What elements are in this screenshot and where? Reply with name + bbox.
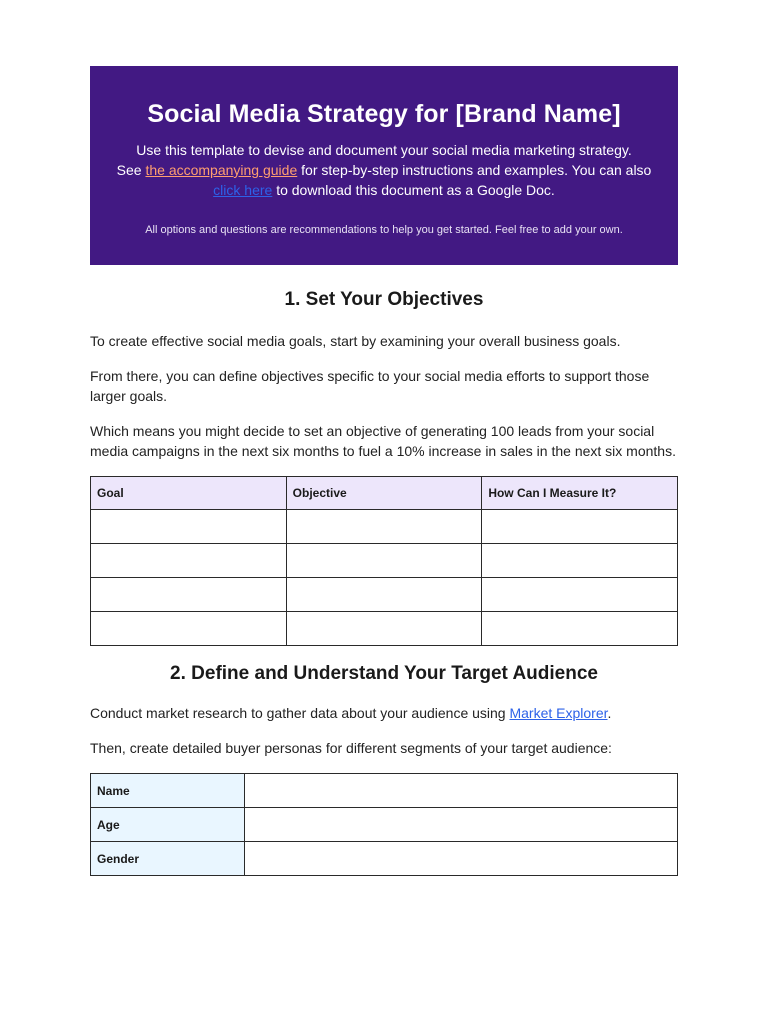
- table-row: [91, 510, 678, 544]
- table-cell[interactable]: [482, 578, 678, 612]
- hero-intro-after-here: to download this document as a Google Doc.: [272, 182, 555, 198]
- hero-intro-line-2: [90, 160, 678, 180]
- persona-row-gender: [91, 842, 678, 876]
- market-explorer-link[interactable]: Market Explorer: [509, 705, 608, 721]
- persona-label-age: Age: [91, 808, 245, 842]
- table-row: [91, 578, 678, 612]
- persona-row-name: [91, 774, 678, 808]
- table-cell[interactable]: [286, 510, 482, 544]
- table-cell[interactable]: [91, 510, 287, 544]
- buyer-persona-table: [90, 773, 678, 876]
- section-1-paragraph: From there, you can define objectives specific to your social media efforts to support those larger goals.: [90, 368, 650, 404]
- document-page: [90, 66, 678, 876]
- persona-label-gender: Gender: [91, 842, 245, 876]
- section-1-paragraph: To create effective social media goals, start by examining your overall business goals.: [90, 333, 621, 349]
- persona-row-age: [91, 808, 678, 842]
- section-2-paragraph-period: .: [607, 705, 612, 721]
- hero-intro-see: See: [116, 162, 146, 178]
- section-2-paragraph: Then, create detailed buyer personas for different segments of your target audience:: [90, 740, 612, 756]
- column-header-goal: Goal: [91, 477, 287, 510]
- table-row: [91, 612, 678, 646]
- section-1-paragraph: Which means you might decide to set an objective of generating 100 leads from your social media campaigns in the next six months to fuel a 10% increase in sales in the next six months.: [90, 423, 676, 459]
- table-cell[interactable]: [91, 612, 287, 646]
- hero-banner: [90, 66, 678, 265]
- table-cell[interactable]: [91, 544, 287, 578]
- table-cell[interactable]: [286, 544, 482, 578]
- persona-value-gender[interactable]: [245, 842, 678, 876]
- hero-intro-line-3: [90, 180, 678, 200]
- goals-table: [90, 476, 678, 646]
- hero-note: All options and questions are recommendations to help you get started. Feel free to add your own.: [145, 224, 623, 236]
- table-cell[interactable]: [482, 544, 678, 578]
- section-2-title: 2. Define and Understand Your Target Audience: [170, 663, 598, 684]
- section-2-paragraph-text: Conduct market research to gather data about your audience using: [90, 705, 510, 721]
- table-cell[interactable]: [482, 510, 678, 544]
- table-cell[interactable]: [91, 578, 287, 612]
- hero-intro: [90, 140, 678, 200]
- table-cell[interactable]: [482, 612, 678, 646]
- table-cell[interactable]: [286, 612, 482, 646]
- table-row: [91, 544, 678, 578]
- persona-value-name[interactable]: [245, 774, 678, 808]
- goals-table-header-row: [91, 477, 678, 510]
- document-title: Social Media Strategy for [Brand Name]: [147, 100, 621, 128]
- column-header-objective: Objective: [286, 477, 482, 510]
- persona-value-age[interactable]: [245, 808, 678, 842]
- section-1-title: 1. Set Your Objectives: [284, 289, 484, 310]
- column-header-measure: How Can I Measure It?: [482, 477, 678, 510]
- persona-label-name: Name: [91, 774, 245, 808]
- hero-intro-line-1: Use this template to devise and document your social media marketing strategy.: [136, 142, 632, 158]
- table-cell[interactable]: [286, 578, 482, 612]
- accompanying-guide-link[interactable]: the accompanying guide: [145, 162, 298, 178]
- section-2-paragraph: [90, 703, 678, 723]
- hero-intro-after-guide: for step-by-step instructions and examples. You can also: [297, 162, 652, 178]
- click-here-link[interactable]: click here: [213, 182, 273, 198]
